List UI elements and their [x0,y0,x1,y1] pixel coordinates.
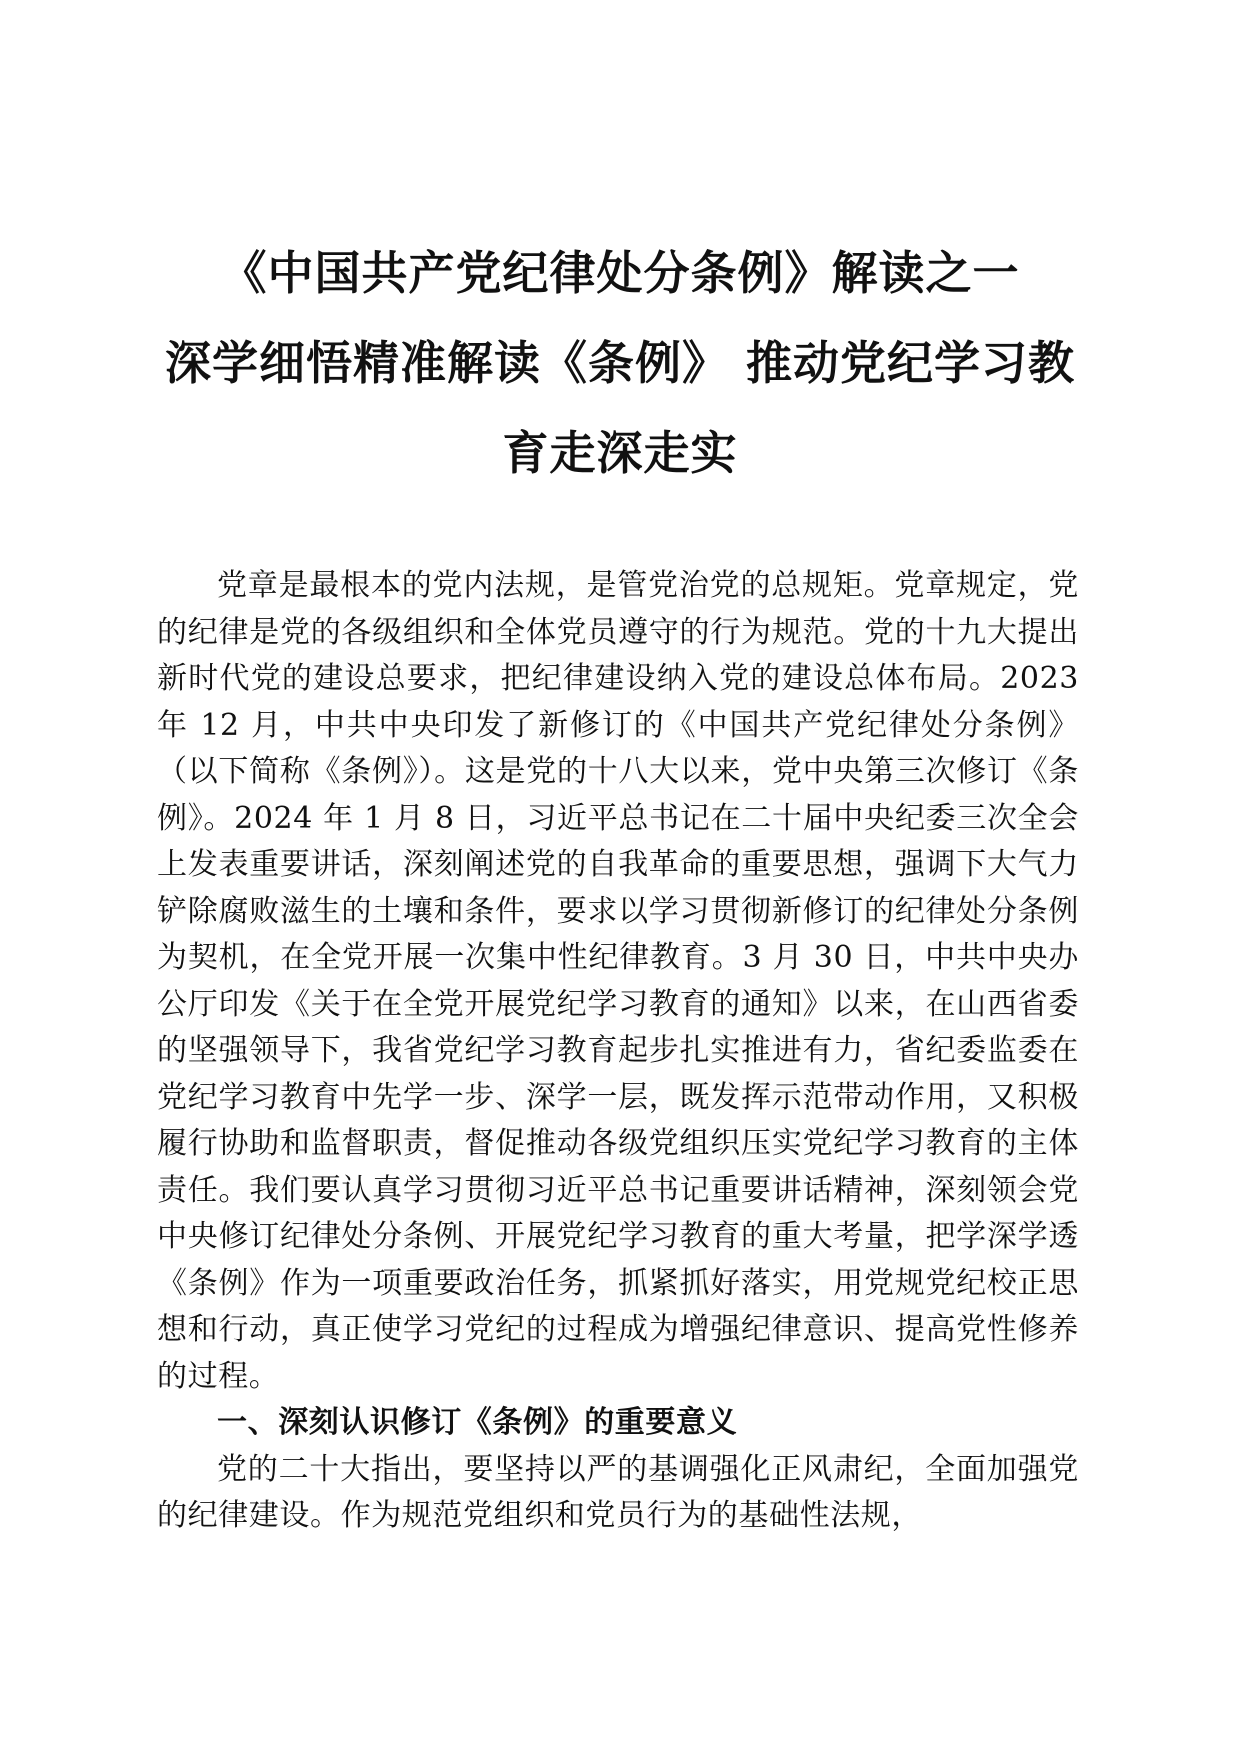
intro-paragraph: 党章是最根本的党内法规，是管党治党的总规矩。党章规定，党的纪律是党的各级组织和全体党员遵守的行为规范。党的十九大提出新时代党的建设总要求，把纪律建设纳入党的建设总体布局。2023 年 12 月，中共中央印发了新修订的《中国共产党纪律处分条例》（以下简称《条例》）。这是党的十八大以来，党中央第三次修订《条例》。2024 年 1 月 8 日，习近平总书记在二十届中央纪委三次全会上发表重要讲话，深刻阐述党的自我革命的重要思想，强调下大气力铲除腐败滋生的土壤和条件，要求以学习贯彻新修订的纪律处分条例为契机，在全党开展一次集中性纪律教育。3 月 30 日，中共中央办公厅印发《关于在全党开展党纪学习教育的通知》以来，在山西省委的坚强领导下，我省党纪学习教育起步扎实推进有力，省纪委监委在党纪学习教育中先学一步、深学一层，既发挥示范带动作用，又积极履行协助和监督职责，督促推动各级党组织压实党纪学习教育的主体责任。我们要认真学习贯彻习近平总书记重要讲话精神，深刻领会党中央修订纪律处分条例、开展党纪学习教育的重大考量，把学深学透《条例》作为一项重要政治任务，抓紧抓好落实，用党规党纪校正思想和行动，真正使学习党纪的过程成为增强纪律意识、提高党性修养的过程。 [157,568,1079,1394]
section-1-heading: 一、深刻认识修订《条例》的重要意义 [217,1405,738,1440]
section-1-paragraph: 党的二十大指出，要坚持以严的基调强化正风肃纪，全面加强党的纪律建设。作为规范党组织和党员行为的基础性法规， [157,1451,1079,1533]
title-line-3: 育走深走实 [502,426,738,480]
title-line-2: 深学细悟精准解读《条例》 推动党纪学习教 [164,336,1075,390]
document-title [120,228,1120,498]
document-body [157,563,1079,1540]
title-line-1: 《中国共产党纪律处分条例》解读之一 [220,246,1020,300]
